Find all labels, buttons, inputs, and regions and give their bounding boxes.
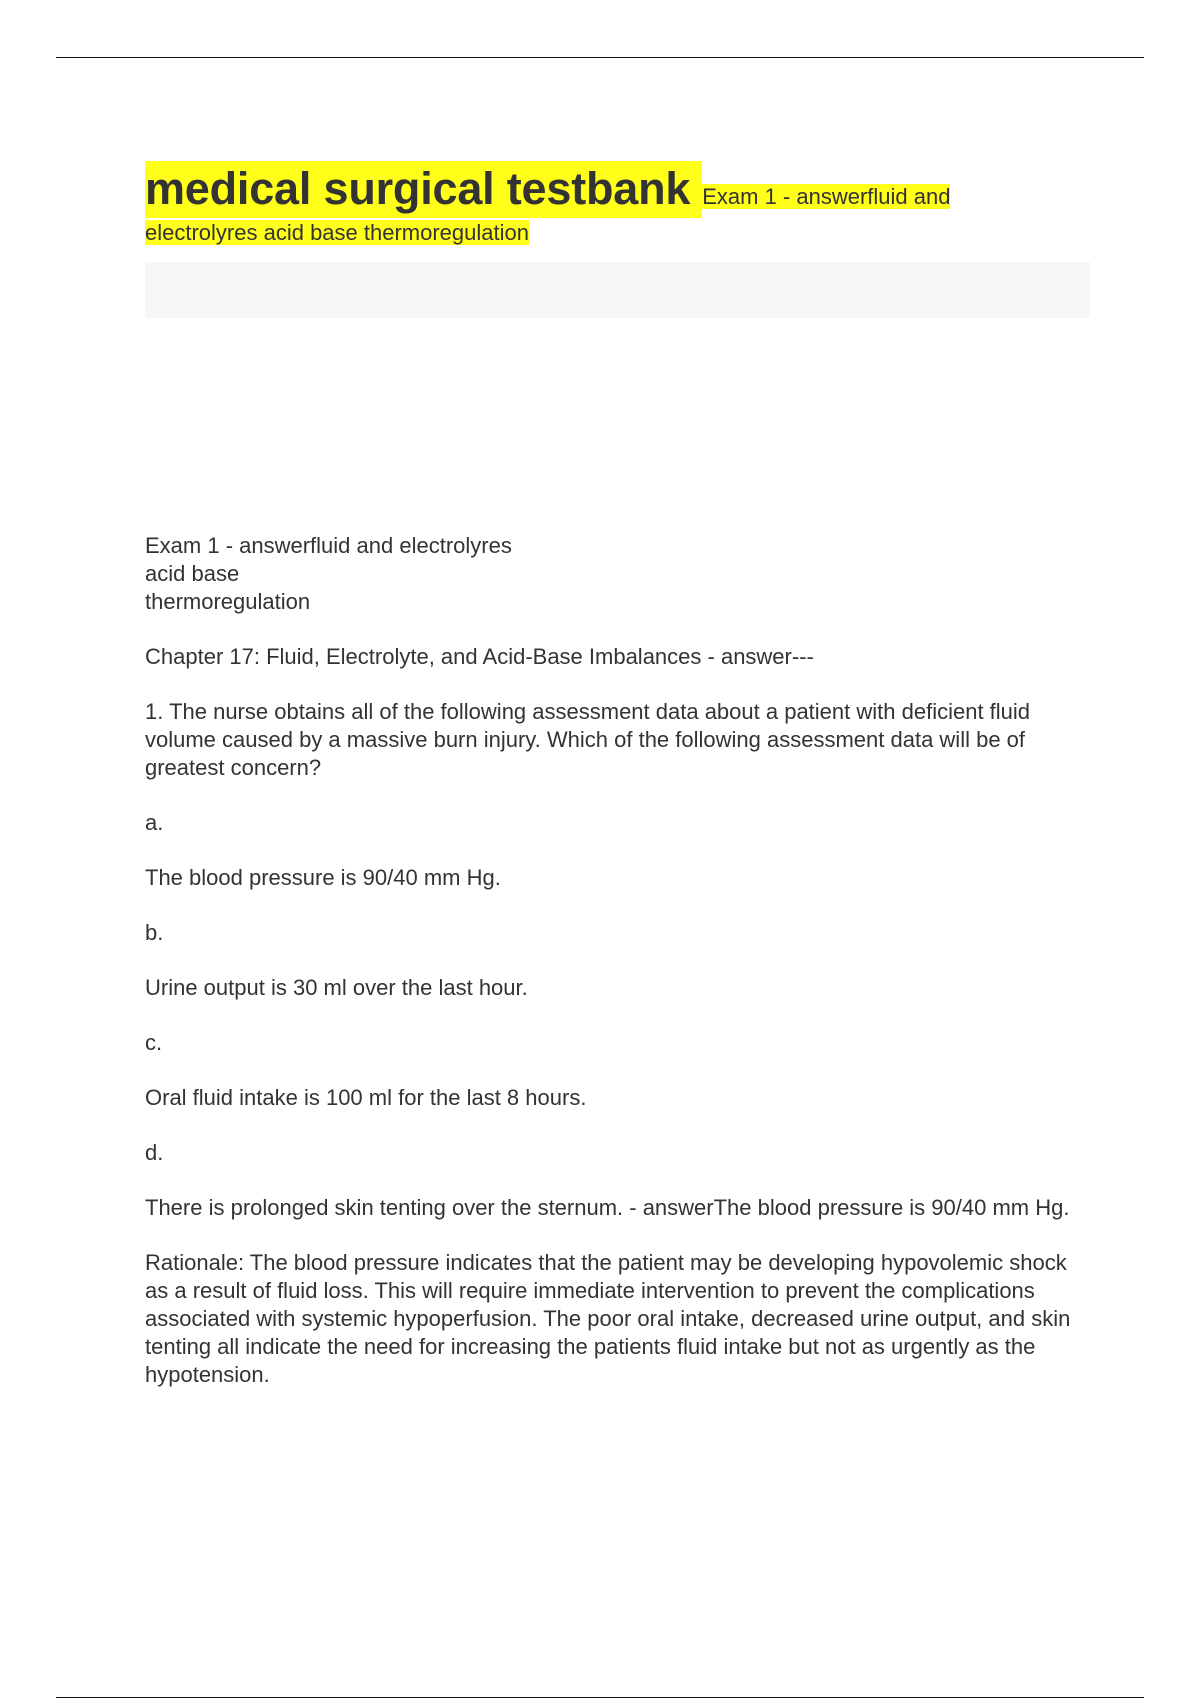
option-text-c: Oral fluid intake is 100 ml for the last 8 hours. [145, 1085, 587, 1110]
document-header [145, 163, 1090, 318]
document-title: medical surgical testbank [145, 161, 702, 218]
option-letter-a: a. [145, 810, 164, 835]
option-text-d: There is prolonged skin tenting over the sternum. - answerThe blood pressure is 90/40 mm Hg. [145, 1195, 1070, 1220]
intro-line: thermoregulation [145, 589, 311, 614]
question-text: 1. The nurse obtains all of the following assessment data about a patient with deficient fluid volume caused by a massive burn injury. Which of the following assessment data will be of greatest concern? [145, 699, 1031, 780]
intro-line: acid base [145, 561, 240, 586]
bottom-rule [56, 1697, 1144, 1698]
option-letter-c: c. [145, 1030, 163, 1055]
rationale-text: Rationale: The blood pressure indicates that the patient may be developing hypovolemic shock as a result of fluid loss. This will require immediate intervention to prevent the complications associated with systemic hypoperfusion. The poor oral intake, decreased urine output, and skin tenting all indicate the need for increasing the patients fluid intake but not as urgently as the hypotension. [145, 1250, 1071, 1387]
document-subtitle-line1: Exam 1 - answerfluid and [702, 184, 951, 209]
top-rule [56, 57, 1144, 58]
chapter-heading: Chapter 17: Fluid, Electrolyte, and Acid-Base Imbalances - answer--- [145, 644, 814, 669]
option-letter-b: b. [145, 920, 164, 945]
document-subtitle-line2: electrolyres acid base thermoregulation [145, 220, 529, 245]
title-block [145, 163, 1090, 252]
intro-block [145, 532, 1090, 616]
option-text-b: Urine output is 30 ml over the last hour. [145, 975, 528, 1000]
document-body [145, 532, 1090, 1416]
option-letter-d: d. [145, 1140, 164, 1165]
intro-line: Exam 1 - answerfluid and electrolyres [145, 533, 512, 558]
option-text-a: The blood pressure is 90/40 mm Hg. [145, 865, 501, 890]
header-band [145, 262, 1090, 318]
